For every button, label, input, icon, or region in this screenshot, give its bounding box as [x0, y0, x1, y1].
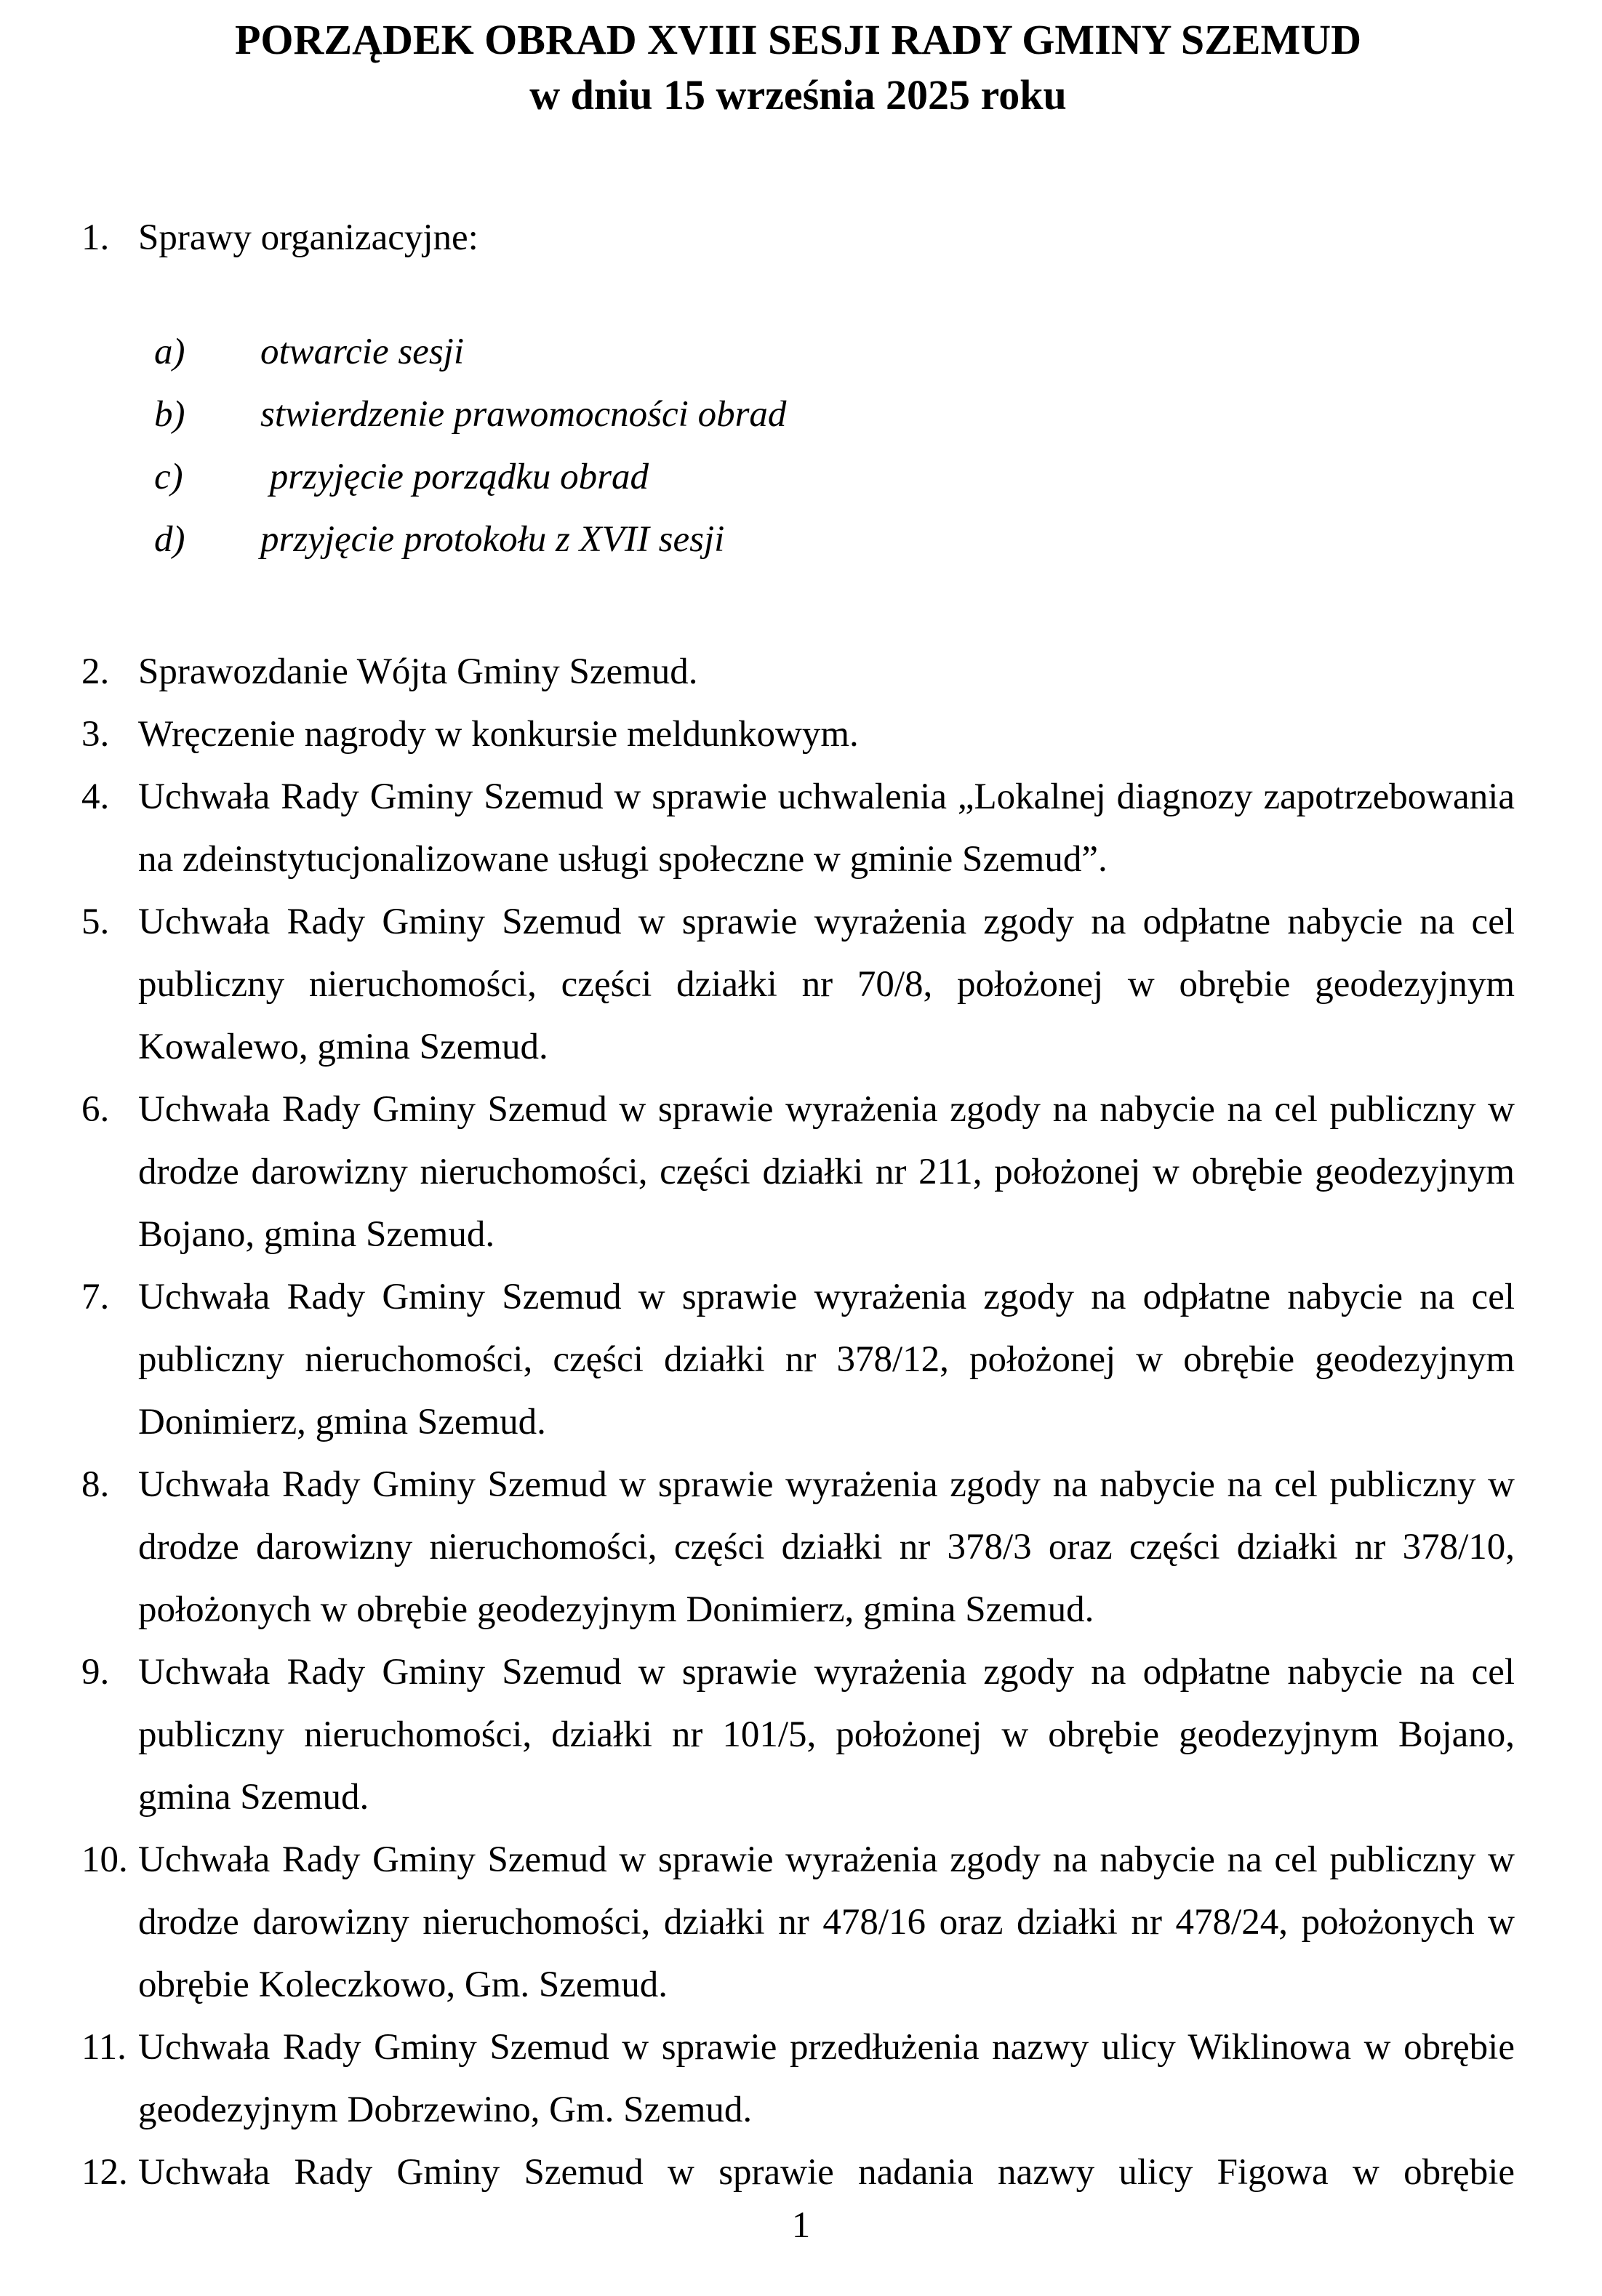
- item-number: 10.: [81, 1839, 128, 1880]
- item-text: Wręczenie nagrody w konkursie meldunkowym.: [138, 714, 859, 755]
- agenda-items-continued: [81, 641, 1524, 2204]
- item-text: Sprawy organizacyjne:: [138, 217, 478, 258]
- item-number: 7.: [81, 1277, 110, 1317]
- agenda-item-6: [81, 1078, 1524, 1266]
- sub-item-marker: d): [154, 519, 185, 560]
- item-text: Uchwała Rady Gminy Szemud w sprawie wyrażenia zgody na nabycie na cel publiczny w drodze darowizny nieruchomości, części działki nr 211, położonej w obrębie geodezyjnym Bojano, gmina Szemud.: [138, 1089, 1524, 1255]
- item-text: Uchwała Rady Gminy Szemud w sprawie wyrażenia zgody na odpłatne nabycie na cel publiczny nieruchomości, części działki nr 70/8, położonej w obrębie geodezyjnym Kowalewo, gmina Szemud.: [138, 902, 1524, 1067]
- item-text: Uchwała Rady Gminy Szemud w sprawie wyrażenia zgody na odpłatne nabycie na cel publiczny nieruchomości, działki nr 101/5, położonej w obrębie geodezyjnym Bojano, gmina Szemud.: [138, 1652, 1524, 1818]
- item-number: 3.: [81, 714, 110, 755]
- sub-item-text: otwarcie sesji: [260, 332, 465, 372]
- sub-item-a: [154, 321, 1515, 383]
- item-text: Uchwała Rady Gminy Szemud w sprawie nadania nazwy ulicy Figowa w obrębie: [138, 2152, 1515, 2193]
- item-text: Uchwała Rady Gminy Szemud w sprawie przedłużenia nazwy ulicy Wiklinowa w obrębie geodezyjnym Dobrzewino, Gm. Szemud.: [138, 2027, 1524, 2130]
- item-number: 1.: [81, 217, 110, 258]
- item-number: 6.: [81, 1089, 110, 1130]
- agenda-item-8: [81, 1453, 1524, 1641]
- agenda-item-10: [81, 1829, 1524, 2016]
- item-number: 8.: [81, 1464, 110, 1505]
- agenda-item-11: [81, 2016, 1524, 2141]
- sub-item-b: [154, 383, 1515, 446]
- sub-item-text: przyjęcie protokołu z XVII sesji: [260, 519, 725, 560]
- sub-item-marker: c): [154, 457, 183, 497]
- agenda-item-3: [81, 703, 1515, 766]
- agenda-item-1: [81, 206, 1515, 269]
- item-text: Uchwała Rady Gminy Szemud w sprawie wyrażenia zgody na nabycie na cel publiczny w drodze darowizny nieruchomości, części działki nr 378/3 oraz części działki nr 378/10, położonych w obrębie geodezyjnym Donimierz, gmina Szemud.: [138, 1464, 1524, 1630]
- sub-item-c: [154, 446, 1515, 508]
- item-text: Uchwała Rady Gminy Szemud w sprawie wyrażenia zgody na odpłatne nabycie na cel publiczny nieruchomości, części działki nr 378/12, położonej w obrębie geodezyjnym Donimierz, gmina Szemud.: [138, 1277, 1524, 1442]
- agenda-item-2: [81, 641, 1515, 703]
- item-number: 5.: [81, 902, 110, 942]
- agenda-item-4: [81, 766, 1524, 891]
- agenda-sublist: [81, 321, 1515, 571]
- title-line-2: w dniu 15 września 2025 roku: [529, 71, 1067, 119]
- item-text: Uchwała Rady Gminy Szemud w sprawie uchwalenia „Lokalnej diagnozy zapotrzebowania na zdeinstytucjonalizowane usługi społeczne w gminie Szemud”.: [138, 776, 1524, 880]
- sub-item-text: przyjęcie porządku obrad: [260, 457, 649, 497]
- agenda-item-7: [81, 1266, 1524, 1453]
- item-number: 2.: [81, 651, 110, 692]
- item-number: 12.: [81, 2152, 128, 2193]
- item-number: 4.: [81, 776, 110, 817]
- item-number: 11.: [81, 2027, 127, 2068]
- document-title: [81, 12, 1515, 123]
- agenda-item-5: [81, 891, 1524, 1078]
- sub-item-text: stwierdzenie prawomocności obrad: [260, 394, 787, 435]
- sub-item-marker: b): [154, 394, 185, 435]
- agenda-item-9: [81, 1641, 1524, 1829]
- item-number: 9.: [81, 1652, 110, 1693]
- agenda-list: [81, 206, 1524, 2204]
- item-text: Sprawozdanie Wójta Gminy Szemud.: [138, 651, 698, 692]
- sub-item-d: [154, 508, 1515, 571]
- sub-item-marker: a): [154, 332, 185, 372]
- title-line-1: PORZĄDEK OBRAD XVIII SESJI RADY GMINY SZEMUD: [235, 16, 1361, 63]
- page-number: 1: [791, 2205, 811, 2246]
- item-text: Uchwała Rady Gminy Szemud w sprawie wyrażenia zgody na nabycie na cel publiczny w drodze darowizny nieruchomości, działki nr 478/16 oraz działki nr 478/24, położonych w obrębie Koleczkowo, Gm. Szemud.: [138, 1839, 1524, 2005]
